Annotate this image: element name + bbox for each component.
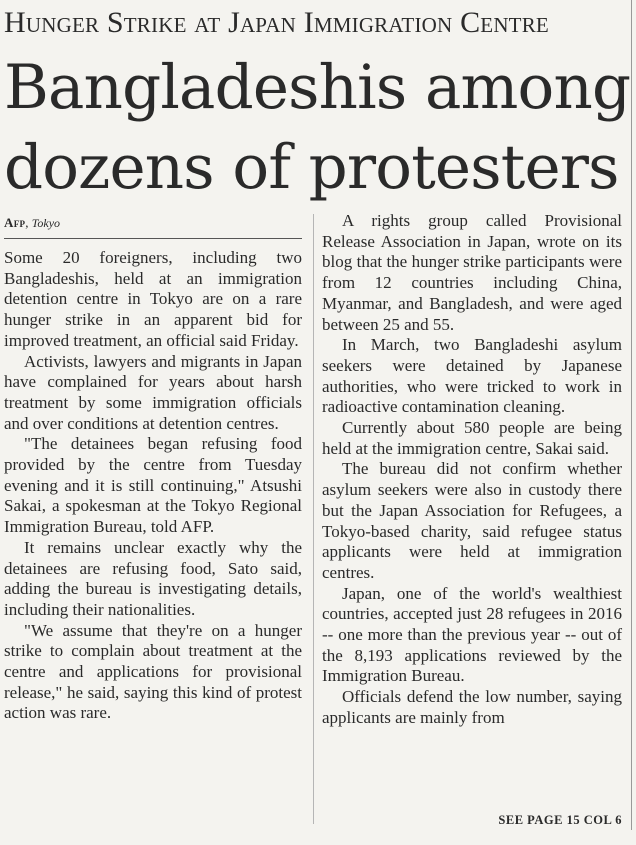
paragraph: Officials defend the low number, saying applicants are mainly from xyxy=(322,687,622,727)
paragraph: Some 20 foreigners, including two Bangladeshis, held at an immigration detention centre in Tokyo are on a rare hunger strike in an apparent bid for improved treatment, an official said Friday. xyxy=(4,248,302,350)
headline: Bangladeshis among dozens of protesters xyxy=(4,52,631,203)
column-divider xyxy=(313,214,314,824)
paragraph: The bureau did not confirm whether asylum seekers were also in custody there but the Japan Association for Refugees, a Tokyo-based charity, said refugee status applicants were held at immigration centres. xyxy=(322,459,622,582)
paragraph: Currently about 580 people are being held at the immigration centre, Sakai said. xyxy=(322,418,622,458)
paragraph: Japan, one of the world's wealthiest countries, accepted just 28 refugees in 2016 -- one more than the previous year -- out of the 8,193 applications reviewed by the Immigration Bureau. xyxy=(322,583,622,686)
byline-agency: Afp xyxy=(4,215,26,230)
paragraph: "The detainees began refusing food provided by the centre from Tuesday evening and it is still continuing," Atsushi Sakai, a spokesman at the Tokyo Regional Immigration Bureau, told AFP. xyxy=(4,434,302,537)
paragraph: In March, two Bangladeshi asylum seekers were detained by Japanese authorities, who were tricked to work in radioactive contamination cleaning. xyxy=(322,335,622,417)
body-column-right xyxy=(322,211,622,729)
paragraph: A rights group called Provisional Release Association in Japan, wrote on its blog that the hunger strike participants were from 12 countries including China, Myanmar, and Bangladesh, and were aged between 25 and 55. xyxy=(322,211,622,334)
page-edge xyxy=(631,0,632,830)
paragraph: "We assume that they're on a hunger strike to complain about treatment at the centre and applications for provisional release," he said, saying this kind of protest action was rare. xyxy=(4,620,302,723)
paragraph: It remains unclear exactly why the detainees are refusing food, Sato said, adding the bureau is investigating details, including their nationalities. xyxy=(4,537,302,619)
paragraph: Activists, lawyers and migrants in Japan have complained for years about harsh treatment by some immigration officials and over conditions at detention centres. xyxy=(4,351,302,433)
byline: Afp, Tokyo xyxy=(4,214,302,239)
kicker: Hunger Strike at Japan Immigration Centre xyxy=(4,6,549,39)
continuation-jump-line[interactable]: SEE PAGE 15 COL 6 xyxy=(498,813,622,827)
byline-location: Tokyo xyxy=(31,216,61,230)
body-column-left xyxy=(4,248,302,724)
